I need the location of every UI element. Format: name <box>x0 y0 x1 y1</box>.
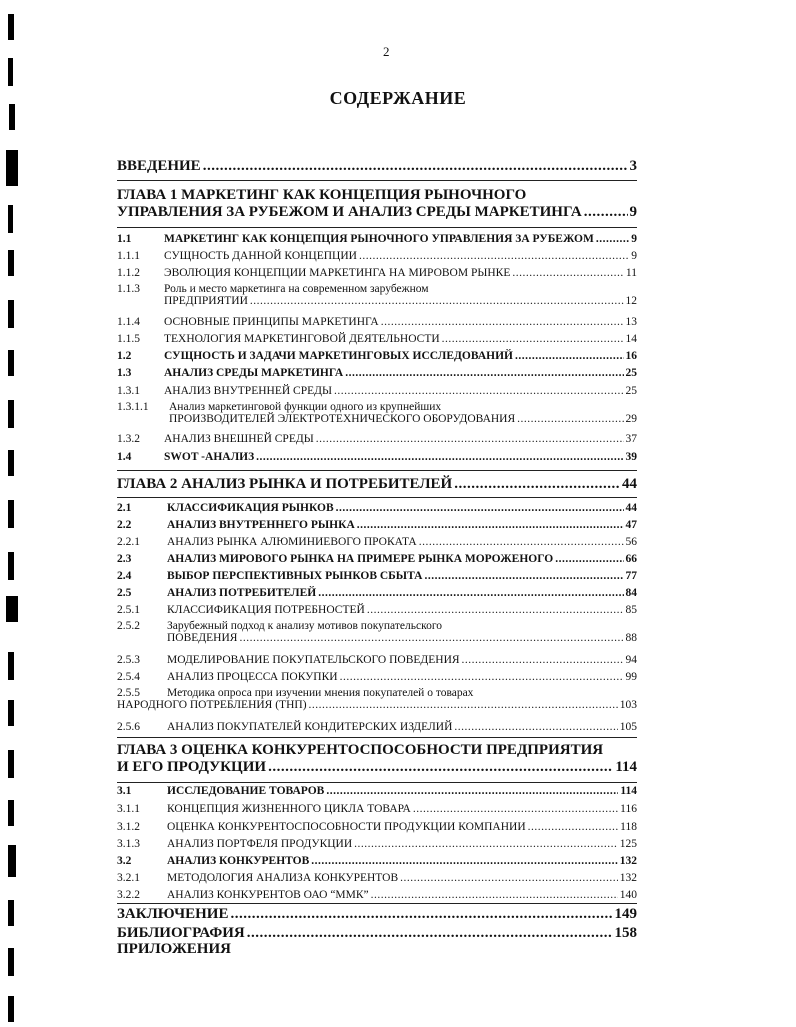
toc-entry-label: МАРКЕТИНГ КАК КОНЦЕПЦИЯ РЫНОЧНОГО УПРАВЛЕНИЯ ЗА РУБЕЖОМ <box>164 233 594 245</box>
toc-entry-label: Зарубежный подход к анализу мотивов покупательского <box>167 620 443 632</box>
toc-entry-number: 2.5.4 <box>117 671 140 683</box>
scan-mark <box>8 948 14 976</box>
toc-entry-label: КЛАССИФИКАЦИЯ РЫНКОВ <box>167 502 334 514</box>
toc-entry-number: 2.5.2 <box>117 620 140 632</box>
toc-entry-label: СУЩНОСТЬ ДАННОЙ КОНЦЕПЦИИ <box>164 250 357 262</box>
toc-entry-label: КОНЦЕПЦИЯ ЖИЗНЕННОГО ЦИКЛА ТОВАРА <box>167 803 411 815</box>
scan-mark <box>8 14 14 40</box>
toc-entry-label: КЛАССИФИКАЦИЯ ПОТРЕБНОСТЕЙ <box>167 604 365 616</box>
toc-entry-page: 103 <box>619 699 637 711</box>
toc-bibliography: БИБЛИОГРАФИЯ ..... 158 <box>117 925 637 942</box>
page-title: СОДЕРЖАНИЕ <box>329 88 467 108</box>
toc-entry-label: Методика опроса при изучении мнения покупателей о товарах <box>167 687 474 699</box>
toc-entry-label: АНАЛИЗ ПОРТФЕЛЯ ПРОДУКЦИИ <box>167 838 353 850</box>
toc-entry-label: ВЫБОР ПЕРСПЕКТИВНЫХ РЫНКОВ СБЫТА <box>167 570 423 582</box>
scan-mark <box>8 900 14 926</box>
scan-mark <box>8 500 14 528</box>
toc-entry-label: МОДЕЛИРОВАНИЕ ПОКУПАТЕЛЬСКОГО ПОВЕДЕНИЯ <box>167 654 460 666</box>
toc-entry-page: 94 <box>625 654 637 666</box>
toc-entry-number: 1.1.2 <box>117 267 140 279</box>
toc-entry-page: 77 <box>625 570 637 582</box>
divider <box>117 227 637 228</box>
toc-entry-number: 2.3 <box>117 553 132 565</box>
toc-entry-label: АНАЛИЗ РЫНКА АЛЮМИНИЕВОГО ПРОКАТА <box>167 536 417 548</box>
toc-intro: ВВЕДЕНИЕ ..... 3 <box>117 158 637 175</box>
toc-entry-number: 2.5.1 <box>117 604 140 616</box>
toc-entry-page: 85 <box>625 604 637 616</box>
toc-entry-number: 2.5.5 <box>117 687 140 699</box>
toc-entry-number: 3.2 <box>117 855 132 867</box>
scan-mark <box>8 450 14 476</box>
divider <box>117 903 637 904</box>
toc-chapter-3: ГЛАВА 3 ОЦЕНКА КОНКУРЕНТОСПОСОБНОСТИ ПРЕДПРИЯТИЯ И ЕГО ПРОДУКЦИИ ..... 114 <box>117 742 637 776</box>
divider <box>117 782 637 783</box>
toc-entry-label: АНАЛИЗ ВНЕШНЕЙ СРЕДЫ <box>164 433 314 445</box>
toc-entry-label: ИССЛЕДОВАНИЕ ТОВАРОВ <box>167 785 325 797</box>
scan-mark <box>6 596 18 622</box>
toc-entry-page: 66 <box>625 553 637 565</box>
scan-mark <box>8 800 14 826</box>
toc-entry-label: ТЕХНОЛОГИЯ МАРКЕТИНГОВОЙ ДЕЯТЕЛЬНОСТИ <box>164 333 440 345</box>
divider <box>117 470 637 471</box>
toc-entry-number: 1.2 <box>117 350 132 362</box>
toc-entry-page: 99 <box>625 671 637 683</box>
scan-mark <box>8 250 14 276</box>
toc-entry-page: 12 <box>625 295 637 307</box>
toc-chapter-2: ГЛАВА 2 АНАЛИЗ РЫНКА И ПОТРЕБИТЕЛЕЙ ..... 44 <box>117 476 637 493</box>
toc-entry-label: МЕТОДОЛОГИЯ АНАЛИЗА КОНКУРЕНТОВ <box>167 872 399 884</box>
toc-entry-label: АНАЛИЗ ПОКУПАТЕЛЕЙ КОНДИТЕРСКИХ ИЗДЕЛИЙ <box>167 721 453 733</box>
divider <box>117 737 637 738</box>
toc-chapter-1: ГЛАВА 1 МАРКЕТИНГ КАК КОНЦЕПЦИЯ РЫНОЧНОГО УПРАВЛЕНИЯ ЗА РУБЕЖОМ И АНАЛИЗ СРЕДЫ МАРКЕТИНГА ..... 9 <box>117 187 637 221</box>
toc-entry-number: 1.3 <box>117 367 132 379</box>
toc-entry-number: 2.1 <box>117 502 132 514</box>
toc-entry-number: 1.1.4 <box>117 316 140 328</box>
toc-entry-page: 116 <box>620 803 637 815</box>
toc-entry-label: АНАЛИЗ МИРОВОГО РЫНКА НА ПРИМЕРЕ РЫНКА МОРОЖЕНОГО <box>167 553 554 565</box>
toc-entry-number: 1.1.1 <box>117 250 140 262</box>
toc-entry-label: СУЩНОСТЬ И ЗАДАЧИ МАРКЕТИНГОВЫХ ИССЛЕДОВАНИЙ <box>164 350 513 362</box>
toc-appendix: ПРИЛОЖЕНИЯ <box>117 941 231 957</box>
toc-entry-page: 44 <box>625 502 637 514</box>
scan-mark <box>8 996 14 1022</box>
scan-mark <box>8 400 14 428</box>
toc-entry-number: 3.2.1 <box>117 872 140 884</box>
toc-entry-label: АНАЛИЗ ВНУТРЕННЕГО РЫНКА <box>167 519 355 531</box>
toc-entry-number: 2.5.6 <box>117 721 140 733</box>
toc-entry-number: 1.1.3 <box>117 283 140 295</box>
toc-entry-number: 1.1.5 <box>117 333 140 345</box>
toc-entry-label: ОЦЕНКА КОНКУРЕНТОСПОСОБНОСТИ ПРОДУКЦИИ КОМПАНИИ <box>167 821 526 833</box>
toc-entry-label: ПОВЕДЕНИЯ <box>167 632 238 644</box>
scan-mark <box>8 58 13 86</box>
toc-entry-page: 25 <box>625 385 637 397</box>
toc-entry-label: Роль и место маркетинга на современном зарубежном <box>164 283 429 295</box>
toc-entry-label: АНАЛИЗ ПОТРЕБИТЕЛЕЙ <box>167 587 317 599</box>
toc-entry-page: 132 <box>619 872 637 884</box>
toc-entry-number: 3.1 <box>117 785 132 797</box>
toc-entry-label: АНАЛИЗ ВНУТРЕННЕЙ СРЕДЫ <box>164 385 332 397</box>
toc-entry-page: 118 <box>620 821 637 833</box>
scan-mark <box>8 205 13 233</box>
toc-entry-number: 2.5.3 <box>117 654 140 666</box>
toc-entry-number: 2.2.1 <box>117 536 140 548</box>
toc-entry-page: 132 <box>619 855 637 867</box>
scan-mark <box>8 652 14 680</box>
toc-entry-page: 114 <box>620 785 637 797</box>
toc-entry-page: 140 <box>619 889 637 901</box>
scan-mark <box>8 552 14 580</box>
toc-entry-number: 1.3.2 <box>117 433 140 445</box>
toc-entry-number: 3.2.2 <box>117 889 140 901</box>
toc-entry-number: 2.5 <box>117 587 132 599</box>
toc-entry-page: 56 <box>625 536 637 548</box>
toc-entry-page: 14 <box>625 333 637 345</box>
scan-mark <box>8 750 14 778</box>
toc-entry-label: ПРЕДПРИЯТИИ <box>164 295 248 307</box>
toc-entry-number: 2.2 <box>117 519 132 531</box>
toc-entry-label: АНАЛИЗ ПРОЦЕССА ПОКУПКИ <box>167 671 338 683</box>
toc-entry-label: ОСНОВНЫЕ ПРИНЦИПЫ МАРКЕТИНГА <box>164 316 379 328</box>
toc-entry-page: 37 <box>625 433 637 445</box>
scan-mark <box>8 350 14 376</box>
toc-entry-label: АНАЛИЗ КОНКУРЕНТОВ <box>167 855 310 867</box>
toc-entry-label: ЭВОЛЮЦИЯ КОНЦЕПЦИИ МАРКЕТИНГА НА МИРОВОМ РЫНКЕ <box>164 267 511 279</box>
toc-entry-page: 29 <box>625 413 637 425</box>
toc-entry-page: 9 <box>631 250 637 262</box>
toc-entry-page: 25 <box>625 367 637 379</box>
toc-entry-page: 11 <box>625 267 637 279</box>
toc-entry-number: 1.1 <box>117 233 132 245</box>
toc-entry-number: 1.4 <box>117 451 132 463</box>
toc-conclusion: ЗАКЛЮЧЕНИЕ ..... 149 <box>117 906 637 923</box>
scan-mark <box>8 300 14 328</box>
toc-entry-page: 125 <box>619 838 637 850</box>
toc-entry-page: 9 <box>631 233 637 245</box>
toc-entry-page: 47 <box>625 519 637 531</box>
toc-entry-label: ПРОИЗВОДИТЕЛЕЙ ЭЛЕКТРОТЕХНИЧЕСКОГО ОБОРУДОВАНИЯ <box>169 413 516 425</box>
divider <box>117 497 637 498</box>
toc-entry-label: Анализ маркетинговой функции одного из крупнейших <box>169 401 442 413</box>
page-number: 2 <box>383 44 390 59</box>
toc-entry-number: 3.1.2 <box>117 821 140 833</box>
toc-entry-number: 3.1.3 <box>117 838 140 850</box>
toc-entry-label: АНАЛИЗ СРЕДЫ МАРКЕТИНГА <box>164 367 344 379</box>
toc-entry-page: 88 <box>625 632 637 644</box>
divider <box>117 180 637 181</box>
toc-entry-label: АНАЛИЗ КОНКУРЕНТОВ ОАО “ММК” <box>167 889 369 901</box>
toc-entry-label: SWOT -АНАЛИЗ <box>164 451 255 463</box>
toc-entry-number: 2.4 <box>117 570 132 582</box>
scan-mark <box>8 845 16 877</box>
toc-entry-page: 13 <box>625 316 637 328</box>
toc-entry-page: 105 <box>619 721 637 733</box>
toc-entry-number: 3.1.1 <box>117 803 140 815</box>
toc-entry-number: 1.3.1 <box>117 385 140 397</box>
scan-mark <box>8 700 14 726</box>
toc-entry-page: 39 <box>625 451 637 463</box>
toc-entry-page: 16 <box>625 350 637 362</box>
scan-mark <box>6 150 18 186</box>
toc-entry-label: НАРОДНОГО ПОТРЕБЛЕНИЯ (ТНП) <box>117 699 307 711</box>
toc-entry-page: 84 <box>625 587 637 599</box>
toc-entry-number: 1.3.1.1 <box>117 401 149 413</box>
